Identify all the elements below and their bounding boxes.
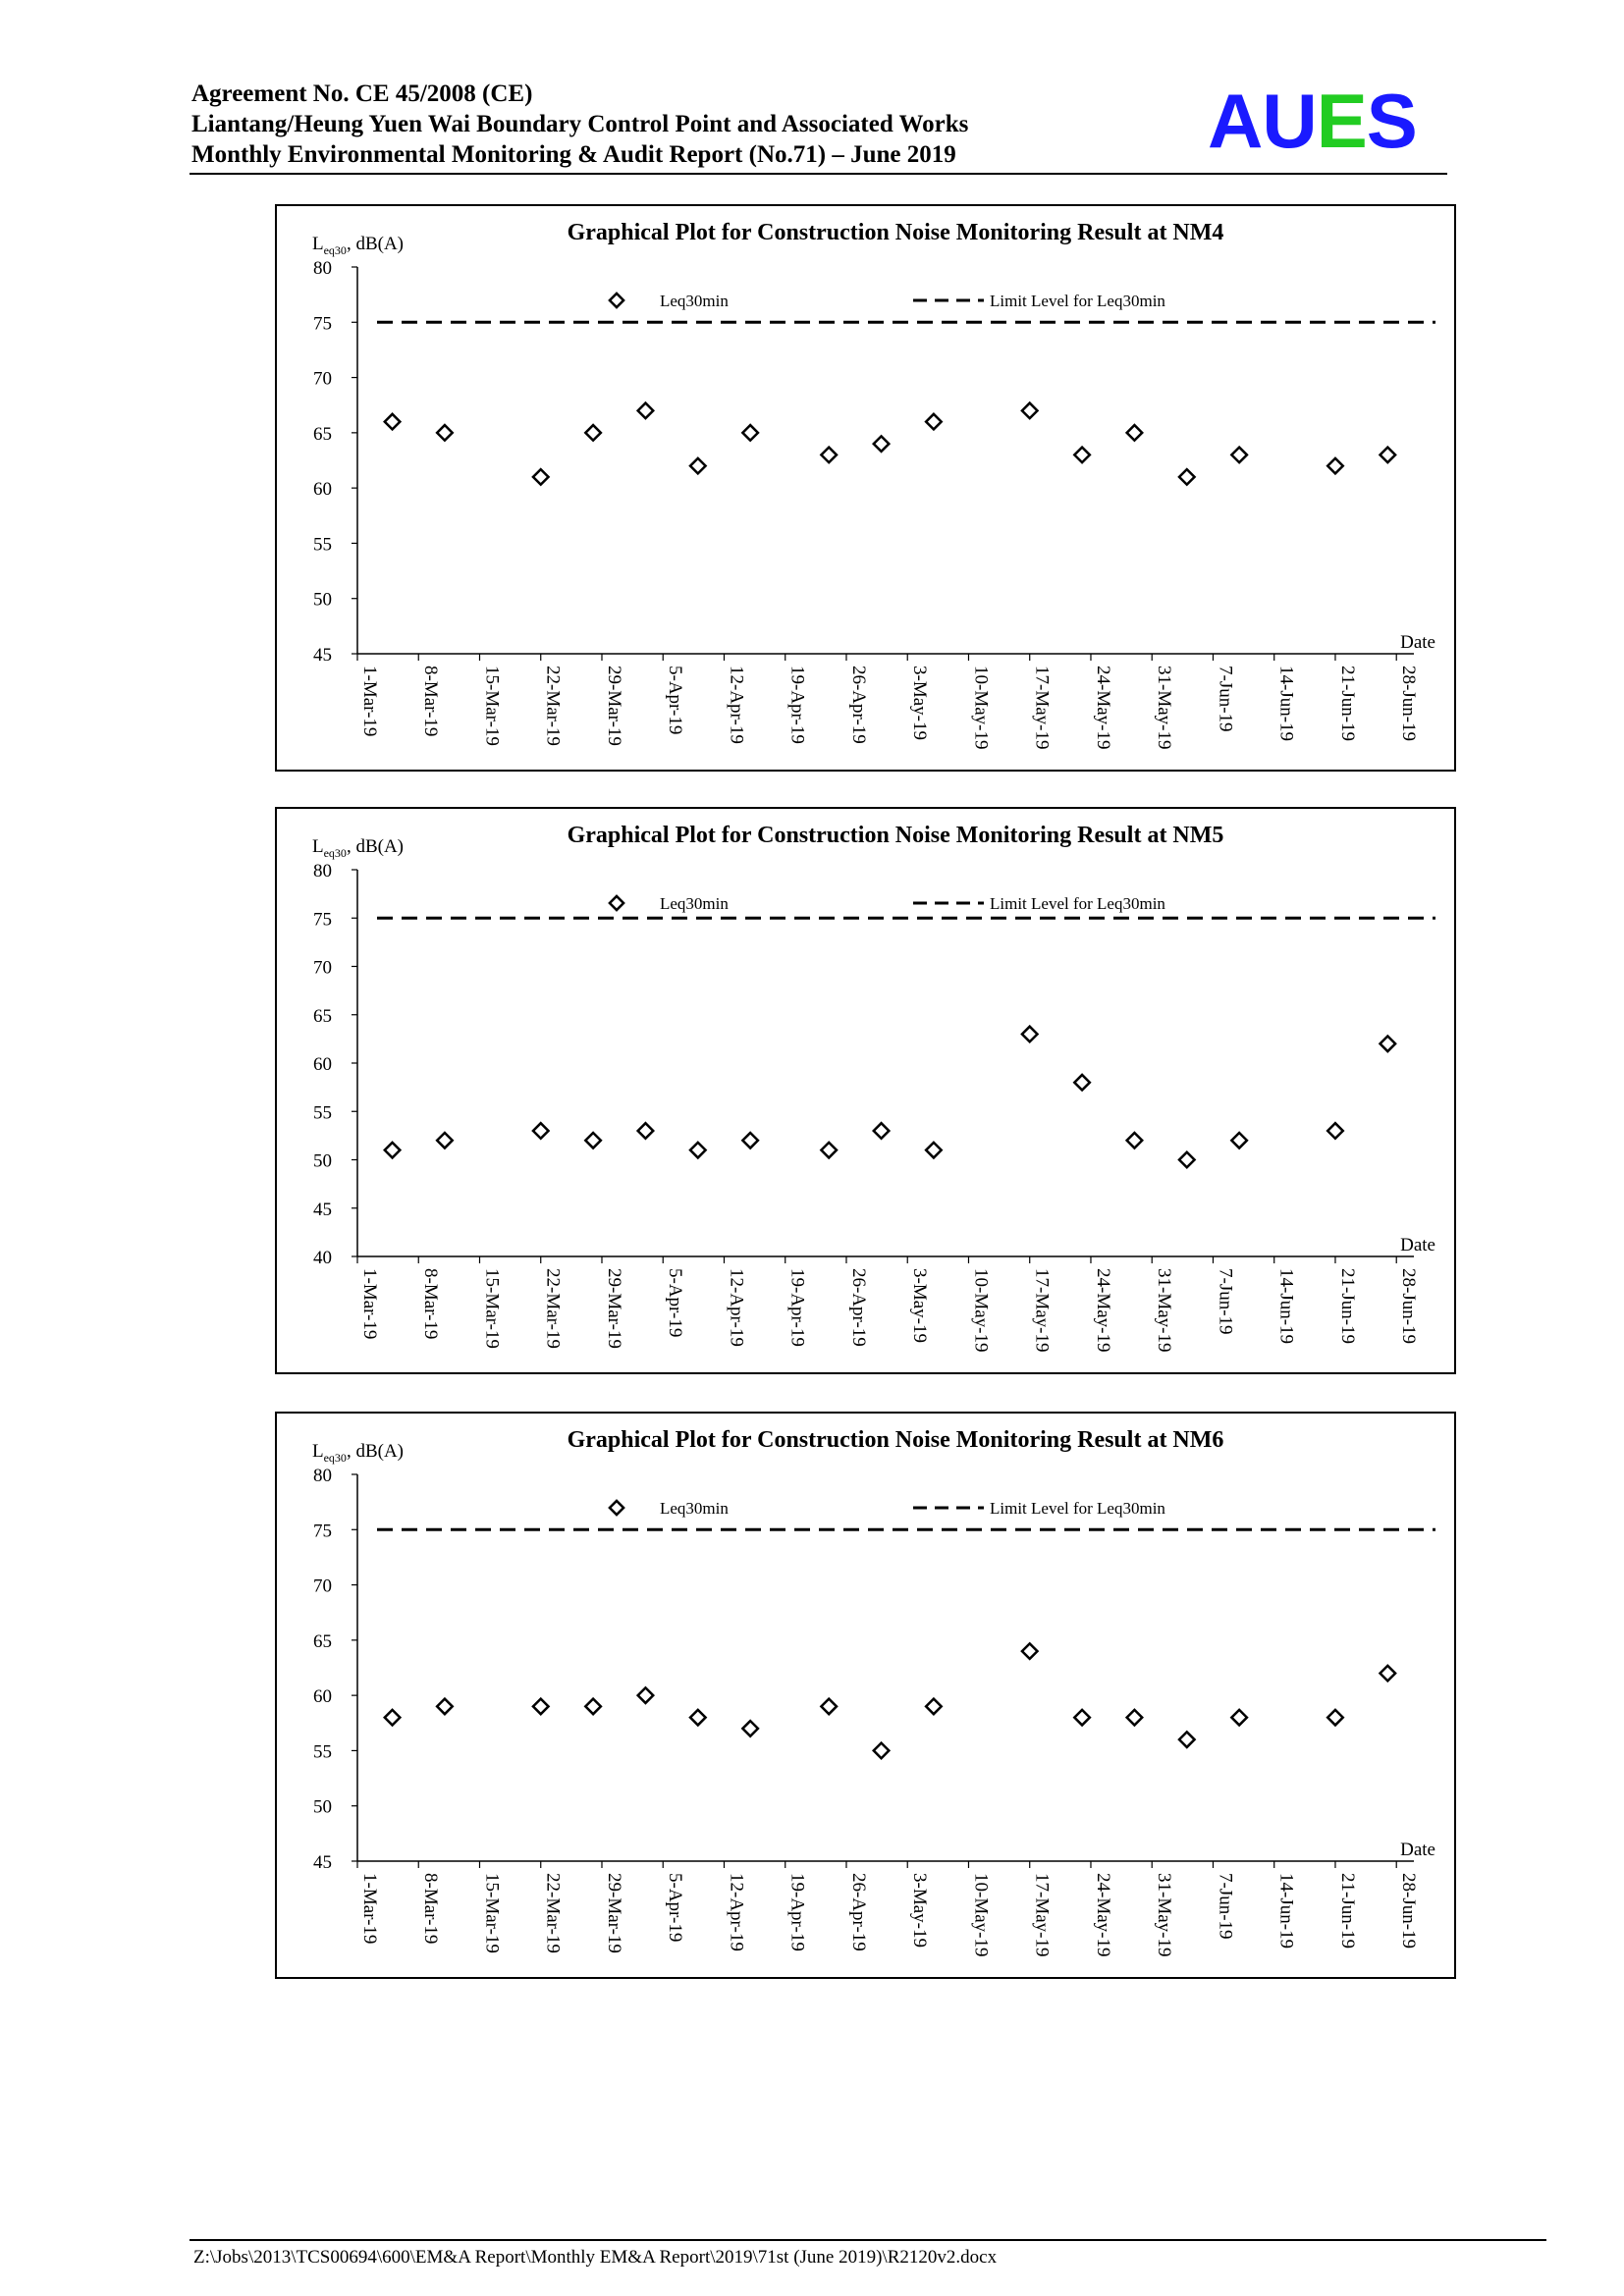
data-point [742,1721,758,1736]
y-tick-label: 75 [313,1521,332,1542]
x-tick-label: 21-Jun-19 [1336,1268,1358,1345]
x-tick-label: 17-May-19 [1031,1268,1053,1353]
data-point [1327,458,1343,474]
data-point [690,1710,706,1726]
data-point [742,425,758,441]
x-tick-label: 28-Jun-19 [1398,666,1420,742]
x-tick-label: 31-May-19 [1154,1873,1175,1957]
data-point [690,458,706,474]
x-tick-label: 5-Apr-19 [665,1268,686,1338]
data-point [1022,1643,1038,1659]
y-tick-label: 45 [313,645,332,666]
data-point [821,1699,837,1715]
y-tick-label: 65 [313,1005,332,1027]
data-point [1179,469,1195,485]
x-tick-label: 15-Mar-19 [481,666,503,746]
data-point [585,1699,601,1715]
x-tick-label: 19-Apr-19 [786,1268,808,1347]
data-point [638,1687,654,1703]
data-point [742,1133,758,1148]
chart-nm5-plot [277,809,1454,1372]
data-point [437,1699,453,1715]
x-tick-label: 10-May-19 [970,666,992,750]
y-tick-label: 70 [313,1575,332,1597]
chart-nm4-plot [277,206,1454,770]
chart-title: Graphical Plot for Construction Noise Monitoring Result at NM5 [567,823,1224,848]
data-point [1179,1732,1195,1747]
aues-logo [1208,77,1417,165]
data-point [638,403,654,419]
x-tick-label: 19-Apr-19 [786,1873,808,1951]
logo-letter: S [1366,78,1417,164]
chart-nm6-plot [277,1414,1454,1977]
data-point [437,425,453,441]
x-tick-label: 14-Jun-19 [1275,666,1297,742]
legend-marker [610,1501,623,1515]
agreement-number: Agreement No. CE 45/2008 (CE) [191,80,533,107]
x-tick-label: 15-Mar-19 [481,1268,503,1349]
data-point [874,1123,890,1139]
data-point [1380,1666,1396,1682]
x-tick-label: 26-Apr-19 [847,666,869,744]
data-point [874,1743,890,1759]
x-tick-label: 7-Jun-19 [1215,1268,1236,1335]
x-tick-label: 29-Mar-19 [603,1873,624,1953]
data-point [385,1710,401,1726]
data-point [1074,1075,1090,1091]
y-tick-label: 55 [313,534,332,556]
legend-label-leq30min: Leq30min [660,1499,729,1518]
x-tick-label: 24-May-19 [1092,666,1113,750]
x-tick-label: 14-Jun-19 [1275,1268,1297,1345]
y-tick-label: 55 [313,1102,332,1124]
project-name: Liantang/Heung Yuen Wai Boundary Control Point and Associated Works [191,111,969,137]
x-tick-label: 29-Mar-19 [603,666,624,746]
data-point [1022,403,1038,419]
file-path: Z:\Jobs\2013\TCS00694\600\EM&A Report\Monthly EM&A Report\2019\71st (June 2019)\R2120v2.docx [193,2247,998,2268]
x-tick-label: 15-Mar-19 [481,1873,503,1953]
x-tick-label: 7-Jun-19 [1215,666,1236,732]
data-point [533,1699,549,1715]
y-tick-label: 80 [313,861,332,881]
x-tick-label: 8-Mar-19 [420,1873,442,1945]
data-point [1127,1133,1143,1148]
x-tick-label: 12-Apr-19 [726,1268,747,1347]
data-point [690,1143,706,1158]
x-tick-label: 12-Apr-19 [726,1873,747,1951]
y-tick-label: 75 [313,313,332,335]
x-tick-label: 17-May-19 [1031,666,1053,750]
x-tick-label: 10-May-19 [970,1268,992,1353]
data-point [585,1133,601,1148]
x-tick-label: 28-Jun-19 [1398,1873,1420,1949]
y-tick-label: 40 [313,1248,332,1268]
y-tick-label: 80 [313,258,332,279]
data-point [1380,448,1396,463]
data-point [821,448,837,463]
chart-nm5 [275,807,1456,1374]
x-tick-label: 31-May-19 [1154,1268,1175,1353]
x-tick-label: 17-May-19 [1031,1873,1053,1957]
x-tick-label: 21-Jun-19 [1336,666,1358,742]
logo-letter: E [1316,78,1367,164]
y-tick-label: 50 [313,1150,332,1172]
x-tick-label: 10-May-19 [970,1873,992,1957]
legend-marker [610,896,623,910]
legend-label-leq30min: Leq30min [660,292,729,310]
x-tick-label: 26-Apr-19 [847,1873,869,1951]
x-tick-label: 14-Jun-19 [1275,1873,1297,1949]
y-tick-label: 75 [313,909,332,931]
legend-label-leq30min: Leq30min [660,894,729,913]
data-point [385,414,401,430]
x-tick-label: 7-Jun-19 [1215,1873,1236,1940]
y-tick-label: 60 [313,479,332,501]
data-point [1231,448,1247,463]
x-tick-label: 28-Jun-19 [1398,1268,1420,1345]
x-tick-label: 12-Apr-19 [726,666,747,744]
header-divider [189,173,1447,175]
x-tick-label: 5-Apr-19 [665,1873,686,1943]
logo-letter: A [1208,78,1263,164]
data-point [385,1143,401,1158]
x-tick-label: 24-May-19 [1092,1873,1113,1957]
y-axis-label: $L_{eq30}$, dB(A) [312,836,404,860]
x-tick-label: 26-Apr-19 [847,1268,869,1347]
chart-nm4 [275,204,1456,772]
x-tick-label: 8-Mar-19 [420,666,442,737]
x-tick-label: 29-Mar-19 [603,1268,624,1349]
x-tick-label: 1-Mar-19 [359,666,380,737]
x-tick-label: 22-Mar-19 [542,666,564,746]
y-tick-label: 45 [313,1199,332,1220]
legend-label-limit: Limit Level for Leq30min [990,894,1165,913]
data-point [585,425,601,441]
x-tick-label: 1-Mar-19 [359,1268,380,1340]
x-tick-label: 1-Mar-19 [359,1873,380,1945]
data-point [874,436,890,452]
x-tick-label: 3-May-19 [909,1268,931,1343]
chart-title: Graphical Plot for Construction Noise Monitoring Result at NM4 [567,220,1224,245]
data-point [1022,1027,1038,1042]
data-point [926,414,942,430]
data-point [533,469,549,485]
x-tick-label: 22-Mar-19 [542,1268,564,1349]
x-tick-label: 3-May-19 [909,1873,931,1948]
y-tick-label: 70 [313,957,332,979]
x-tick-label: 8-Mar-19 [420,1268,442,1340]
data-point [437,1133,453,1148]
data-point [926,1699,942,1715]
y-tick-label: 60 [313,1686,332,1708]
data-point [533,1123,549,1139]
logo-letter: U [1262,78,1317,164]
data-point [1231,1133,1247,1148]
x-axis-label: Date [1400,632,1435,653]
x-tick-label: 31-May-19 [1154,666,1175,750]
data-point [1327,1123,1343,1139]
data-point [1327,1710,1343,1726]
y-tick-label: 55 [313,1741,332,1763]
data-point [1231,1710,1247,1726]
report-title: Monthly Environmental Monitoring & Audit Report (No.71) – June 2019 [191,141,956,168]
y-tick-label: 50 [313,589,332,611]
data-point [926,1143,942,1158]
y-tick-label: 65 [313,1630,332,1652]
x-axis-label: Date [1400,1235,1435,1255]
chart-title: Graphical Plot for Construction Noise Monitoring Result at NM6 [567,1427,1224,1453]
y-tick-label: 50 [313,1796,332,1818]
y-tick-label: 70 [313,368,332,390]
data-point [1074,1710,1090,1726]
data-point [1179,1152,1195,1168]
x-tick-label: 19-Apr-19 [786,666,808,744]
x-tick-label: 3-May-19 [909,666,931,740]
x-tick-label: 22-Mar-19 [542,1873,564,1953]
data-point [1127,425,1143,441]
legend-marker [610,294,623,307]
chart-nm6 [275,1412,1456,1979]
data-point [1380,1037,1396,1052]
y-axis-label: $L_{eq30}$, dB(A) [312,234,404,257]
data-point [1074,448,1090,463]
legend-label-limit: Limit Level for Leq30min [990,1499,1165,1518]
x-tick-label: 21-Jun-19 [1336,1873,1358,1949]
x-axis-label: Date [1400,1840,1435,1860]
y-tick-label: 45 [313,1852,332,1873]
legend-label-limit: Limit Level for Leq30min [990,292,1165,310]
y-tick-label: 80 [313,1466,332,1486]
data-point [638,1123,654,1139]
y-axis-label: $L_{eq30}$, dB(A) [312,1441,404,1465]
footer-divider [189,2239,1546,2241]
x-tick-label: 5-Apr-19 [665,666,686,735]
data-point [1127,1710,1143,1726]
data-point [821,1143,837,1158]
x-tick-label: 24-May-19 [1092,1268,1113,1353]
y-tick-label: 60 [313,1054,332,1075]
y-tick-label: 65 [313,423,332,445]
